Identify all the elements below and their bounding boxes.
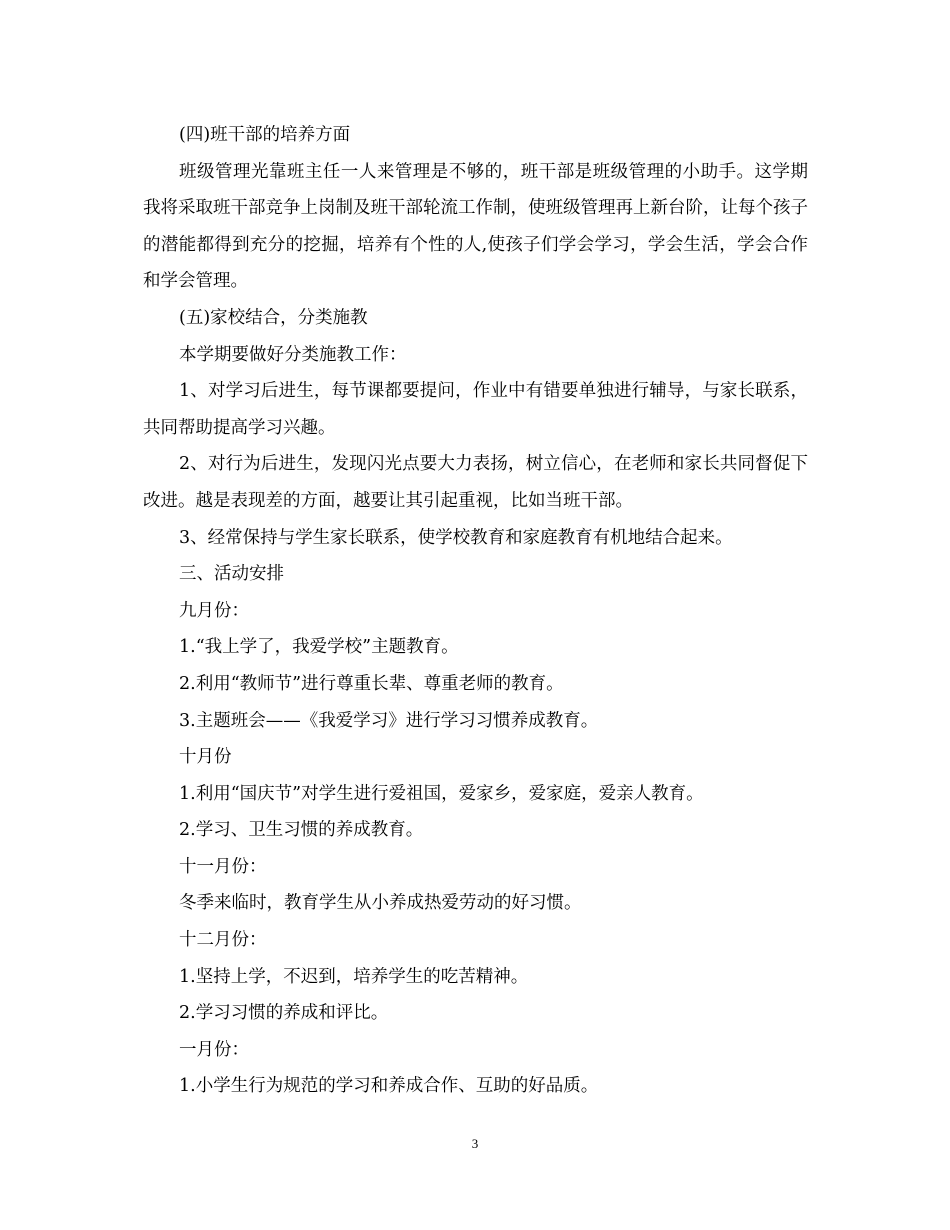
month-heading-december: 十二月份： xyxy=(179,930,267,951)
month-heading-january: 一月份： xyxy=(179,1039,249,1060)
month-heading-september: 九月份： xyxy=(179,600,249,621)
section-heading-activities: 三、活动安排 xyxy=(179,564,284,585)
list-item-1: 1、对学习后进生，每节课都要提问，作业中有错要单独进行辅导，与家长联系，共同帮助提高学习兴趣。 xyxy=(143,381,808,438)
section-heading-home-school: (五)家校结合，分类施教 xyxy=(179,307,368,328)
september-item-3: 3.主题班会——《我爱学习》进行学习习惯养成教育。 xyxy=(179,710,599,731)
month-heading-october: 十月份 xyxy=(179,747,232,768)
list-item-2: 2、对行为后进生，发现闪光点要大力表扬，树立信心，在老师和家长共同督促下改进。越是表现差的方面，越要让其引起重视，比如当班干部。 xyxy=(143,454,808,511)
list-item-3: 3、经常保持与学生家长联系，使学校教育和家庭教育有机地结合起来。 xyxy=(179,527,733,548)
month-heading-november: 十一月份： xyxy=(179,856,267,877)
section-heading-class-leaders: (四)班干部的培养方面 xyxy=(179,125,351,145)
page-number: 3 xyxy=(471,1136,479,1151)
november-item-1: 冬季来临时，教育学生从小养成热爱劳动的好习惯。 xyxy=(179,893,582,914)
december-item-1: 1.坚持上学，不迟到，培养学生的吃苦精神。 xyxy=(179,966,529,987)
january-item-1: 1.小学生行为规范的学习和养成合作、互助的好品质。 xyxy=(179,1076,599,1097)
october-item-1: 1.利用“国庆节”对学生进行爱祖国，爱家乡，爱家庭，爱亲人教育。 xyxy=(179,783,704,804)
december-item-2: 2.学习习惯的养成和评比。 xyxy=(179,1003,389,1024)
paragraph-class-leaders: 班级管理光靠班主任一人来管理是不够的，班干部是班级管理的小助手。这学期我将采取班干部竞争上岗制及班干部轮流工作制，使班级管理再上新台阶，让每个孩子的潜能都得到充分的挖掘，培养有个性的人,使孩子们学会学习，学会生活，学会合作和学会管理。 xyxy=(143,161,808,292)
october-item-2: 2.学习、卫生习惯的养成教育。 xyxy=(179,820,424,841)
paragraph-intro: 本学期要做好分类施教工作： xyxy=(179,344,407,365)
document-body xyxy=(143,117,808,1105)
september-item-2: 2.利用“教师节”进行尊重长辈、尊重老师的教育。 xyxy=(179,673,564,694)
september-item-1: 1.“我上学了，我爱学校”主题教育。 xyxy=(179,637,459,658)
